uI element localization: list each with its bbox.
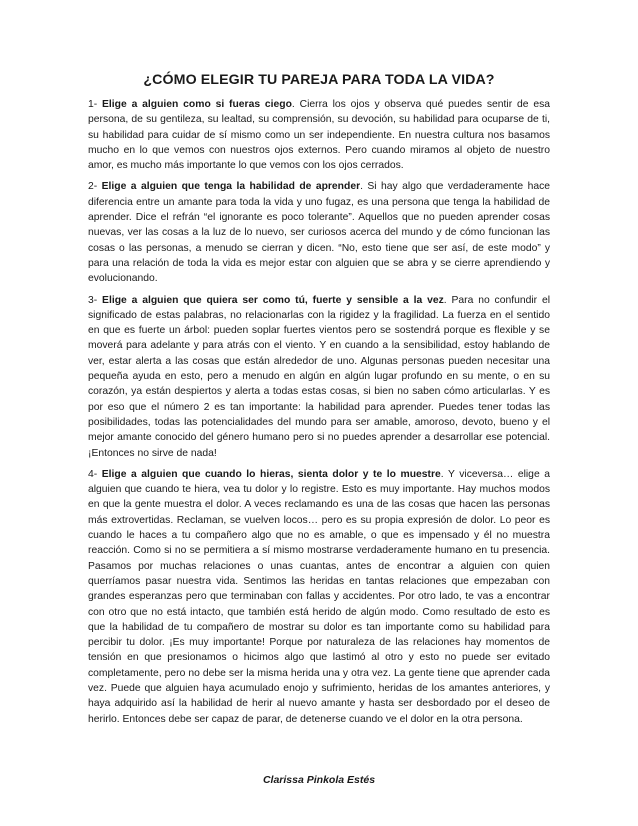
document-body [88, 97, 550, 733]
paragraph-2 [88, 179, 550, 286]
paragraph-text: . Y viceversa… elige a alguien que cuando te hiera, vea tu dolor y lo registre. Esto es muy importante. Hay muchos modos en que la gente muestra el dolor. A veces reclamando es una de las cosas que hacen las personas más extrovertidas. Reclaman, se vuelven locos… pero es su propia expresión de dolor. Lo peor es cuando le haces a tu compañero algo que no es amable, o que es impensado y él no muestra reacción. Como si no se permitiera a sí mismo mostrarse verdaderamente humano en tu presencia. Pasamos por muchas relaciones o unas cuantas, antes de encontrar a alguien con quien querríamos pasar nuestra vida. Sentimos las heridas en tantas relaciones que empezaban con grandes esperanzas pero que terminaban con fallas y accidentes. Por otro lado, te vas a encontrar con otro que no está intacto, que también está herido de algún modo. Como resultado de esto es que la habilidad de tu compañero de mostrar su dolor es tan importante como su habilidad para percibir tu dolor. ¡Es muy importante! Porque por naturaleza de las relaciones hay momentos de tensión en que presionamos o hicimos algo que lastimó al otro y esto no puede ser evitado completamente, pero no debe ser la misma herida una y otra vez. La gente tiene que aprender cada vez. Puede que alguien haya acumulado enojo y sufrimiento, heridas de los amantes anteriores, y haya adquirido así la habilidad de herir al nuevo amante y hasta ser desbordado por el deseo de herirlo. Entonces debe ser capaz de parar, de detenerse cuando ve el dolor en la otra persona. [88, 468, 550, 725]
paragraph-number: 3- [88, 294, 103, 306]
paragraph-heading: Elige a alguien que tenga la habilidad de aprender [101, 181, 361, 193]
paragraph-number: 4- [88, 468, 102, 480]
paragraph-number: 1- [88, 99, 103, 110]
document-title: ¿CÓMO ELEGIR TU PAREJA PARA TODA LA VIDA? [143, 72, 495, 88]
paragraph-number: 2- [88, 181, 102, 193]
paragraph-heading: Elige a alguien como si fueras ciego [102, 99, 292, 110]
paragraph-text: . Si hay algo que verdaderamente hace diferencia entre un amante para toda la vida y uno fugaz, es una persona que tenga la habilidad de aprender. Dice el refrán “el ignorante es poco tolerante”. Aquellos que no pueden aprender cosas nuevas, ver las cosas a la luz de lo nuevo, ser curiosos acerca del mundo y de cómo funcionan las cosas o las personas, a menudo se cierran y dicen. “No, esto tiene que ser así, de este modo” y para una relación de toda la vida es mejor estar con alguien que se abra y se cierre aprendiendo y evolucionando. [88, 181, 551, 285]
author-signature: Clarissa Pinkola Estés [262, 774, 376, 786]
paragraph-1 [88, 97, 550, 173]
paragraph-text: . Cierra los ojos y observa qué puedes sentir de esa persona, de su gentileza, su lealtad, su comprensión, su devoción, su habilidad para ocuparse de ti, su habilidad para cuidar de sí mismo como un ser independiente. En nuestra cultura nos basamos mucho en lo que vemos con nuestros ojos externos. Pero cuando miramos al objeto de nuestro amor, es mucho más importante lo que vemos con los ojos cerrados. [88, 99, 551, 172]
paragraph-heading: Elige a alguien que quiera ser como tú, fuerte y sensible a la vez [102, 294, 444, 306]
paragraph-3 [88, 293, 550, 461]
paragraph-heading: Elige a alguien que cuando lo hieras, sienta dolor y te lo muestre [101, 468, 441, 480]
paragraph-4 [88, 467, 550, 727]
paragraph-text: . Para no confundir el significado de estas palabras, no relacionarlas con la rigidez y la fragilidad. La fuerza en el sentido en que es fuerte un árbol: pueden soplar fuertes vientos pero se sostendrá porque es flexible y se moverá para adelante y para atrás con el viento. Y en cuando a la sensibilidad, estoy hablando de ver, estar alerta a las cosas que están alrededor de uno. Algunas personas pueden necesitar una pequeña ayuda en esto, pero a menudo en algún en algún lugar profundo en su mente, o en su corazón, ya están despiertos y alerta a todas estas cosas, si bien no saben cómo articularlas. Y es por eso que el número 2 es tan importante: la habilidad para aprender. Puedes tener todas las posibilidades, todas las potencialidades del mundo para ser amable, amoroso, devoto, bueno y el mejor amante conocido del género humano pero si no puedes aprender a desarrollar ese potencial. ¡Entonces no sirve de nada! [88, 294, 550, 459]
